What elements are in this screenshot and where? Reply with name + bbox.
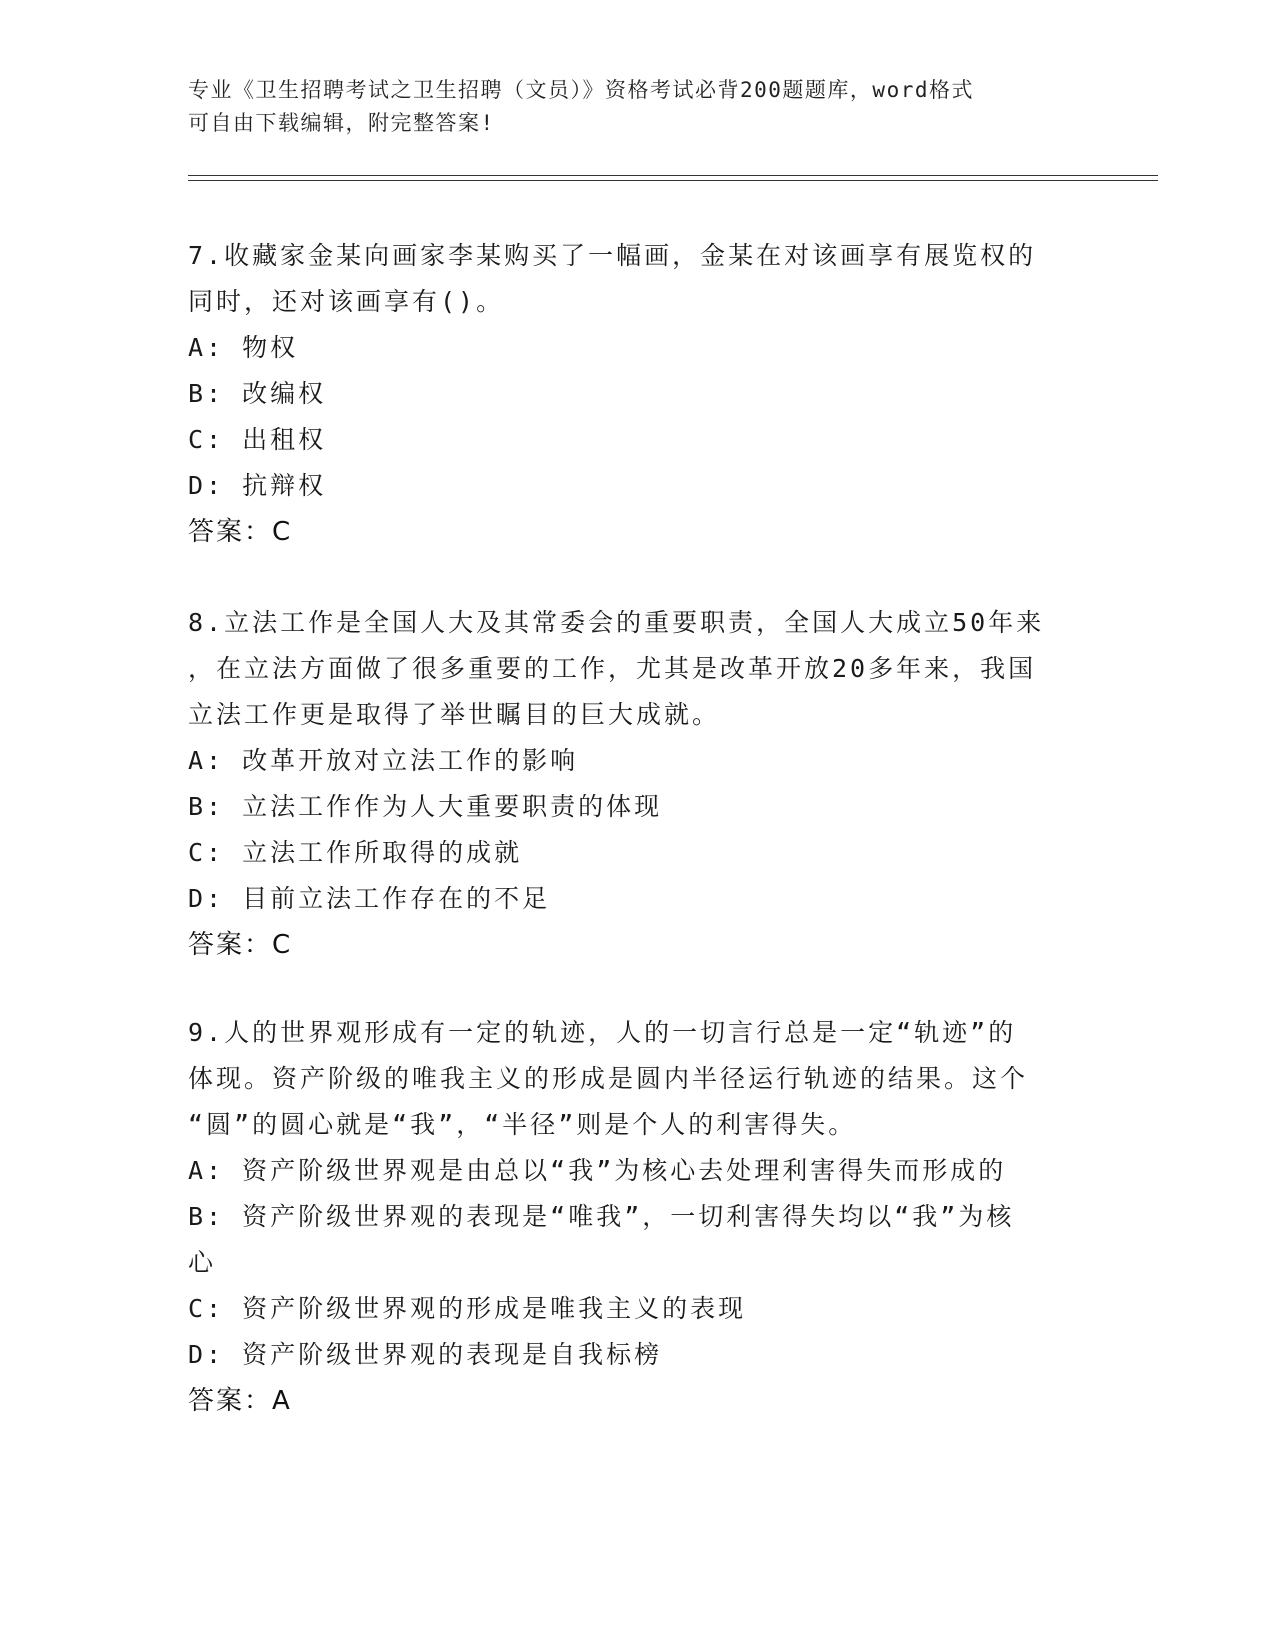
question-stem-line: “圆”的圆心就是“我”，“半径”则是个人的利害得失。 <box>188 1110 857 1139</box>
option-a: A: 物权 <box>188 333 299 362</box>
option-a: A: 资产阶级世界观是由总以“我”为核心去处理利害得失而形成的 <box>188 1156 1007 1185</box>
option-d: D: 抗辩权 <box>188 471 327 500</box>
option-d: D: 目前立法工作存在的不足 <box>188 884 551 913</box>
question-stem-line: 9.人的世界观形成有一定的轨迹，人的一切言行总是一定“轨迹”的 <box>188 1018 1017 1047</box>
question-stem-line: 体现。资产阶级的唯我主义的形成是圆内半径运行轨迹的结果。这个 <box>188 1064 1029 1093</box>
option-b-continued: 心 <box>188 1248 217 1277</box>
option-b: B: 改编权 <box>188 379 327 408</box>
question-stem-line: ，在立法方面做了很多重要的工作，尤其是改革开放20多年来，我国 <box>188 654 1037 683</box>
header-divider-top <box>188 175 1158 176</box>
question-stem <box>188 1010 1088 1148</box>
document-header <box>188 74 1068 140</box>
header-divider-bottom <box>188 180 1158 181</box>
header-line-2: 可自由下载编辑，附完整答案! <box>188 111 495 135</box>
question-stem-line: 8.立法工作是全国人大及其常委会的重要职责，全国人大成立50年来 <box>188 608 1045 637</box>
answer-label: 答案：C <box>188 930 293 960</box>
header-line-1: 专业《卫生招聘考试之卫生招聘（文员）》资格考试必背200题题库，word格式 <box>188 78 974 102</box>
option-c: C: 出租权 <box>188 425 327 454</box>
question-stem <box>188 233 1088 325</box>
question-7 <box>188 233 1088 555</box>
question-stem <box>188 600 1088 738</box>
option-b: B: 资产阶级世界观的表现是“唯我”，一切利害得失均以“我”为核 <box>188 1202 1015 1231</box>
question-9 <box>188 1010 1088 1424</box>
option-c: C: 立法工作所取得的成就 <box>188 838 523 867</box>
option-c: C: 资产阶级世界观的形成是唯我主义的表现 <box>188 1294 747 1323</box>
question-stem-line: 7.收藏家金某向画家李某购买了一幅画，金某在对该画享有展览权的 <box>188 241 1037 270</box>
option-d: D: 资产阶级世界观的表现是自我标榜 <box>188 1340 663 1369</box>
question-stem-line: 立法工作更是取得了举世瞩目的巨大成就。 <box>188 700 721 729</box>
option-b: B: 立法工作作为人大重要职责的体现 <box>188 792 663 821</box>
answer-label: 答案：A <box>188 1386 292 1416</box>
question-stem-line: 同时，还对该画享有()。 <box>188 287 505 316</box>
option-a: A: 改革开放对立法工作的影响 <box>188 746 579 775</box>
question-8 <box>188 600 1088 968</box>
answer-label: 答案：C <box>188 517 293 547</box>
